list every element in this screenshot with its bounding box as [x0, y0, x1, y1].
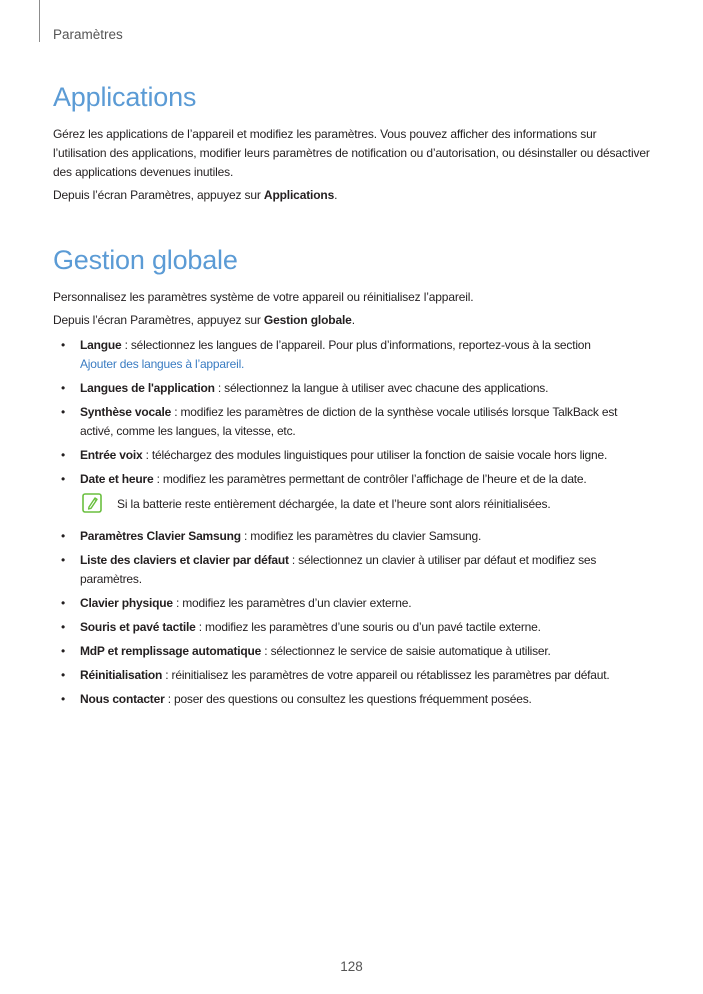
item-term: Langue [80, 338, 122, 352]
note-callout [80, 493, 655, 515]
item-term: Clavier physique [80, 596, 173, 610]
bullet-icon: • [61, 472, 66, 486]
item-desc: : réinitialisez les paramètres de votre appareil ou rétablissez les paramètres par défaut. [162, 668, 610, 682]
section-title-gestion-globale: Gestion globale [53, 245, 238, 275]
bullet-icon: • [61, 553, 66, 567]
bullet-icon: • [61, 644, 66, 658]
nav-suffix: . [351, 313, 355, 327]
bullet-icon: • [61, 338, 66, 352]
link-ajouter-des-langues[interactable]: Ajouter des langues à l’appareil. [80, 357, 245, 371]
list-item-souris-et-pave-tactile [53, 618, 653, 637]
item-term: MdP et remplissage automatique [80, 644, 262, 658]
list-item-mdp-remplissage-automatique [53, 642, 653, 661]
list-item-entree-voix [53, 446, 653, 465]
item-term: Entrée voix [80, 448, 143, 462]
bullet-icon: • [61, 529, 66, 543]
gestion-intro: Personnalisez les paramètres système de votre appareil ou réinitialisez l’appareil. [53, 290, 474, 304]
bullet-icon: • [61, 668, 66, 682]
bullet-icon: • [61, 620, 66, 634]
item-desc: : sélectionnez un clavier à utiliser par défaut et modifiez ses paramètres. [80, 553, 597, 586]
nav-suffix: . [334, 188, 338, 202]
applications-nav-instruction [53, 186, 653, 205]
running-header: Paramètres [53, 27, 123, 42]
item-term: Synthèse vocale [80, 405, 172, 419]
item-term: Souris et pavé tactile [80, 620, 196, 634]
bullet-icon: • [61, 596, 66, 610]
gestion-nav-instruction [53, 311, 653, 330]
list-item-synthese-vocale [53, 403, 653, 441]
item-term: Date et heure [80, 472, 154, 486]
item-term: Paramètres Clavier Samsung [80, 529, 241, 543]
bullet-icon: • [61, 405, 66, 419]
item-desc: : sélectionnez les langues de l’appareil. Pour plus d’informations, reportez-vous à la section [121, 338, 591, 352]
note-text: Si la batterie reste entièrement déchargée, la date et l’heure sont alors réinitialisées. [117, 497, 551, 511]
page-number: 128 [340, 959, 363, 974]
item-desc: : modifiez les paramètres de diction de la synthèse vocale utilisés lorsque TalkBack est activé, comme les langues, la vitesse, etc. [80, 405, 618, 438]
list-item-clavier-physique [53, 594, 653, 613]
item-desc: : sélectionnez le service de saisie automatique à utiliser. [261, 644, 551, 658]
settings-list-bottom [53, 527, 653, 714]
list-item-reinitialisation [53, 666, 653, 685]
list-item-date-et-heure [53, 470, 653, 489]
list-item-parametres-clavier-samsung [53, 527, 653, 546]
item-desc: : poser des questions ou consultez les questions fréquemment posées. [164, 692, 532, 706]
nav-target-applications: Applications [263, 188, 335, 202]
bullet-icon: • [61, 692, 66, 706]
list-item-langues-application [53, 379, 653, 398]
section-title-applications: Applications [53, 82, 197, 112]
bullet-icon: • [61, 448, 66, 462]
item-term: Nous contacter [80, 692, 165, 706]
item-desc: : téléchargez des modules linguistiques pour utiliser la fonction de saisie vocale hors ligne. [142, 448, 608, 462]
item-desc: : modifiez les paramètres d’un clavier externe. [172, 596, 412, 610]
bullet-icon: • [61, 381, 66, 395]
item-term: Réinitialisation [80, 668, 163, 682]
nav-prefix: Depuis l’écran Paramètres, appuyez sur [53, 313, 264, 327]
item-desc: : modifiez les paramètres permettant de contrôler l’affichage de l’heure et de la date. [153, 472, 587, 486]
item-term: Liste des claviers et clavier par défaut [80, 553, 289, 567]
note-pencil-icon [82, 493, 102, 513]
item-term: Langues de l'application [80, 381, 215, 395]
item-desc: : modifiez les paramètres d’une souris ou d’un pavé tactile externe. [195, 620, 541, 634]
list-item-liste-des-claviers [53, 551, 653, 589]
list-item-langue [53, 336, 653, 374]
nav-prefix: Depuis l’écran Paramètres, appuyez sur [53, 188, 264, 202]
applications-intro: Gérez les applications de l’appareil et modifiez les paramètres. Vous pouvez afficher des informations sur l’utilisation des applications, modifier leurs paramètres de notification ou d’autorisation, ou désinstaller ou désactiver des applications devenues inutiles. [53, 127, 650, 179]
corner-marker-line [39, 0, 40, 42]
nav-target-gestion-globale: Gestion globale [263, 313, 352, 327]
item-desc: : modifiez les paramètres du clavier Samsung. [240, 529, 482, 543]
settings-list-top [53, 336, 653, 494]
list-item-nous-contacter [53, 690, 653, 709]
item-desc: : sélectionnez la langue à utiliser avec chacune des applications. [214, 381, 549, 395]
